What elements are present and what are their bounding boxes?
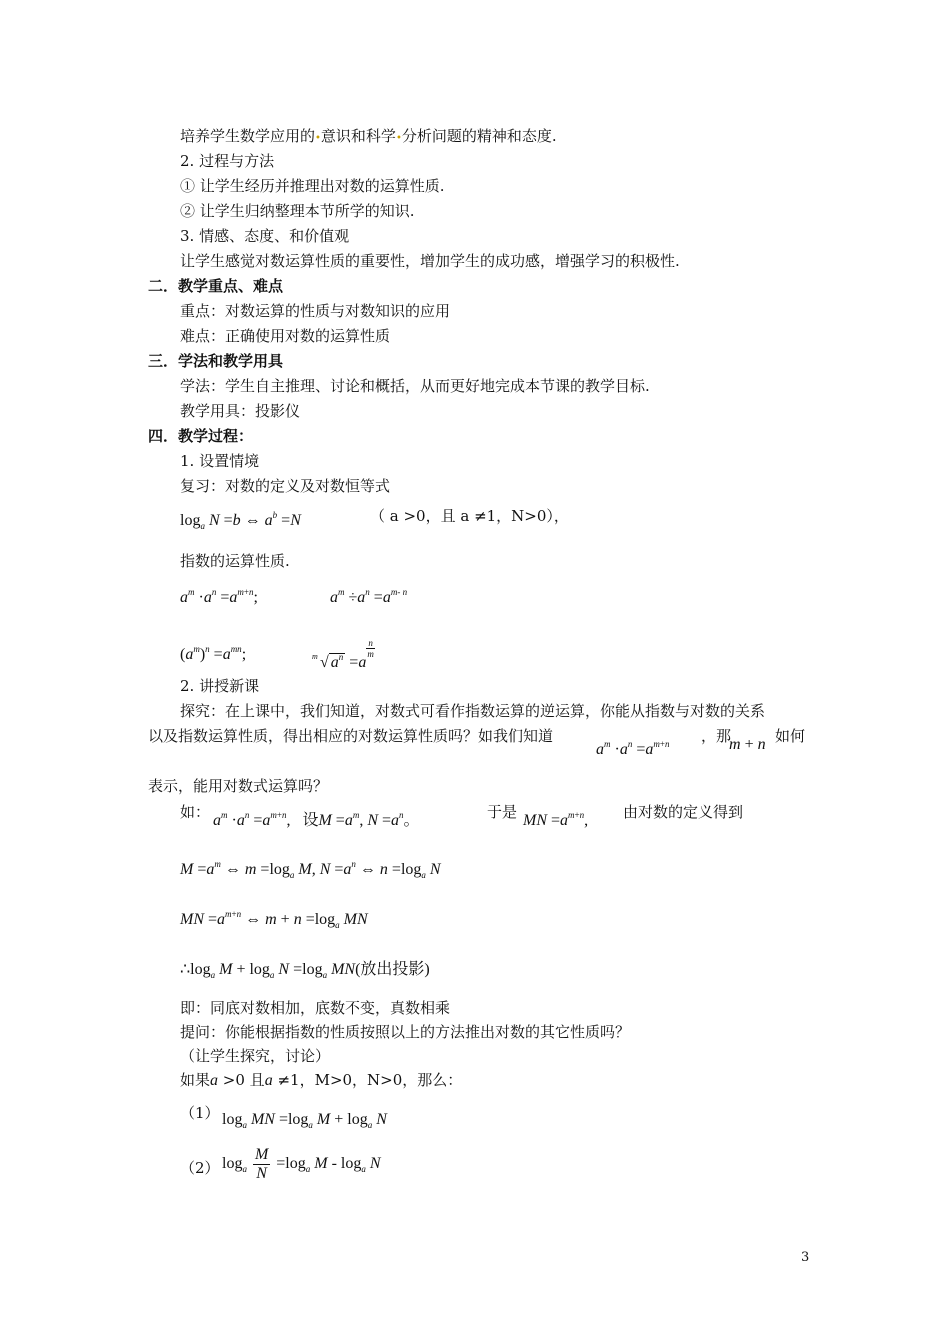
formula-mn: MN $=a^{m+n}$, [523,810,589,829]
text-line [180,126,557,149]
text-line: （让学生探究，讨论） [180,1047,331,1065]
text-line-part: 培养学生数学应用的 [180,127,316,145]
subheading-process: 2. 过程与方法 [180,152,275,170]
formula-inline-product: $a^m \cdot a^n =a^{m+n}$ [596,739,670,758]
formula-exp-root: m √ $a^n =a$ $\frac{n}{m}$ [312,638,374,671]
text-line-part: 分析问题的精神和态度. [401,127,557,145]
text-line-part: >0 且 [222,1071,265,1089]
text-line: 指数的运算性质. [180,552,290,570]
item-number: （2） [180,1159,220,1177]
text-line-part: 由对数的定义得到 [623,803,744,821]
bullet-dot-icon: • [395,133,402,144]
text-line: 教学用具：投影仪 [180,402,301,420]
text-line: 复习：对数的定义及对数恒等式 [180,477,391,495]
text-line: 提问：你能根据指数的性质按照以上的方法推出对数的其它性质吗？ [180,1023,631,1041]
formula-log-product: $\log_a$ MN $=\log_a$ $M + \log_a N$ [222,1111,387,1130]
formula-example-product: $a^m \cdot a^n =a^{m+n}$, 设$M =a^m$, $N =a^n$。 [213,810,420,829]
formula-derivation-3: $\therefore\log_a$ $M + \log_a N =\log_a$ MN(放出投影) [180,961,430,980]
item-number: （1） [180,1104,220,1122]
section-heading: 二．教学重点、难点 [148,277,284,295]
text-line-part: 如果 [180,1071,211,1089]
formula-inline-sum: m + n [729,736,766,753]
text-line: ① 让学生经历并推理出对数的运算性质. [180,177,445,195]
formula-exp-power: $(a^m)^n =a^{mn}$; [180,644,247,663]
text-line-part: 如： [180,803,211,821]
text-line: 表示，能用对数式运算吗？ [148,777,329,795]
subheading-scenario: 1. 设置情境 [180,452,260,470]
text-line: 让学生感觉对数运算性质的重要性，增加学生的成功感，增强学习的积极性. [180,252,680,270]
subheading-attitude: 3. 情感、态度、和价值观 [180,227,350,245]
text-line [180,1070,462,1091]
text-line: 以及指数运算性质，得出相应的对数运算性质吗？如我们知道 [148,727,554,745]
text-line-part: 于是 [487,803,518,821]
projection-note: (放出投影) [355,961,430,978]
text-line: 重点：对数运算的性质与对数知识的应用 [180,302,451,320]
text-line: 学法：学生自主推理、讨论和概括，从而更好地完成本节课的教学目标. [180,377,650,395]
subheading-new-lesson: 2. 讲授新课 [180,677,260,695]
page-number: 3 [801,1250,810,1265]
text-line-part: ≠1，M>0，N>0，那么： [277,1071,463,1089]
text-line: 难点：正确使用对数的运算性质 [180,327,391,345]
formula-exp-quotient: $a^m \div a^n =a^{m- n}$ [330,587,408,606]
formula-condition: （ a >0，且 a ≠1，N>0）， [370,507,569,525]
var-a: a [264,1072,273,1089]
text-line: ② 让学生归纳整理本节所学的知识. [180,202,415,220]
formula-log-definition: $\log_a N =b$ ⇔ $a^b =N$ [180,510,301,531]
var-a: a [210,1072,219,1089]
section-heading: 三．学法和教学用具 [148,352,284,370]
text-line: 探究：在上课中，我们知道，对数式可看作指数运算的逆运算，你能从指数与对数的关系 [180,702,766,720]
text-line-part: 意识和科学 [320,127,396,145]
section-heading: 四．教学过程： [148,427,254,445]
formula-derivation-2: MN $=a^{m+n}$ ⇔ $m + n =\log_a$ MN [180,909,368,930]
text-line-part: ，那 [701,727,732,745]
formula-log-quotient: $\log_a$ $\frac{M}{N}$ $=\log_a$ M - $\log_a N$ [222,1146,381,1182]
text-line-part: 如何 [775,727,806,745]
text-line: 即：同底对数相加，底数不变，真数相乘 [180,999,451,1017]
bullet-dot-icon: • [315,133,321,144]
formula-exp-product: $a^m \cdot a^n =a^{m+n}$; [180,587,258,606]
formula-derivation-1: $M =a^m$ ⇔ $m =\log_a$ M, $N =a^n$ ⇔ $n =\log_a$ N [180,859,441,880]
